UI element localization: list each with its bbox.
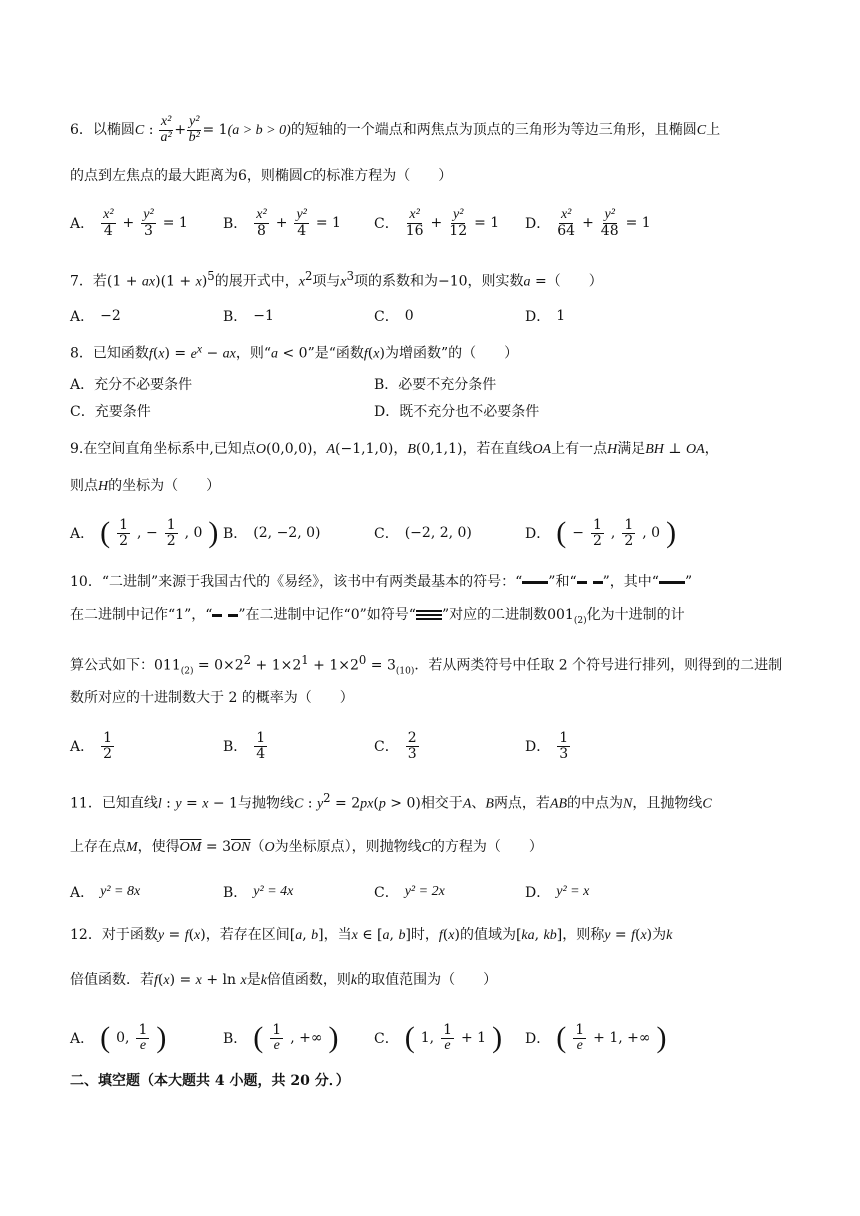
question-11-line-2: 上存在点M，使得$\overline{OM} = 3\overline{ON}(O$为坐标原点），则抛物线C的方程为（ ） (70, 839, 543, 855)
yin-symbol-icon (212, 614, 238, 617)
trigram-symbol-icon (416, 608, 442, 622)
q9-option-c[interactable]: C． (−2, 2, 0) (374, 525, 472, 542)
q6-option-d[interactable]: D． $\frac{\text{x²}}{64}$ + $\frac{\text{y²}}{48}$ = 1 (525, 206, 651, 239)
question-9-line-1: 9.在空间直角坐标系中,已知点O(0,0,0)，A(−1,1,0)，B(0,1,1)，若在直线OA上有一点H满足BH ⊥ OA， (70, 441, 719, 457)
q8-option-a[interactable]: A．充分不必要条件 (70, 377, 193, 393)
question-8-stem: 8．已知函数$f(x) = e^x$ − ax，则“a < 0”是“函数f(x)为增函数”的（ ） (70, 342, 519, 362)
q8-option-d[interactable]: D．既不充分也不必要条件 (374, 404, 540, 420)
question-9-options (70, 513, 792, 553)
q11-option-c[interactable]: C． y² = 2x (374, 884, 445, 901)
q7-option-b[interactable]: B． −1 (223, 308, 274, 325)
q11-option-a[interactable]: A． y² = 8x (70, 884, 141, 901)
q11-option-b[interactable]: B． y² = 4x (223, 884, 294, 901)
q9-option-b[interactable]: B． (2, −2, 0) (223, 525, 321, 542)
yang-symbol-icon (659, 581, 685, 584)
q10-option-d[interactable]: D． $\frac{1}{3}$ (525, 729, 569, 762)
question-7-options (70, 296, 792, 336)
question-11-line-1: 11．已知直线l : y = x − 1与抛物线C : $y^2 = 2px(p > 0)$相交于A、B两点，若AB的中点为N，且抛物线C (70, 791, 712, 812)
section-heading-fill-in: 二、填空题（本大题共 4 小题，共 20 分．） (70, 1073, 350, 1089)
question-8-options-row-2 (70, 403, 792, 425)
q6-option-a[interactable]: A． $\frac{\text{x²}}{4}$ + $\frac{\text{y²}}{3}$ = 1 (70, 206, 188, 239)
question-10-line-2: 在二进制中记作“1”，“ ”在二进制中记作“0”如符号“ ”对应的二进制数$001_{(2)}$化为十进制的计 (70, 607, 685, 626)
yang-symbol-icon (522, 581, 548, 584)
question-6-line-2: 的点到左焦点的最大距离为6，则椭圆C的标准方程为（ ） (70, 168, 453, 184)
question-12-options (70, 1018, 792, 1058)
q12-option-b[interactable]: B． ( $\frac{1}{e}$ , +∞ ) (223, 1021, 339, 1054)
question-6-line-1: 6．以椭圆C : $\frac{\text{x²}}{\text{a²}}$ + $\frac{\text{y²}}{\text{b²}}$ = 1(a > b > 0)的短轴的一个端点和两焦点为顶点的三角形为等边三角形，且椭圆C上 (70, 114, 721, 145)
q12-option-d[interactable]: D． ( $\frac{1}{e}$ + 1, +∞ ) (525, 1021, 667, 1054)
q6-option-b[interactable]: B． $\frac{\text{x²}}{8}$ + $\frac{\text{y²}}{4}$ = 1 (223, 206, 341, 239)
yin-symbol-icon (577, 581, 603, 584)
q9-option-d[interactable]: D． ( − $\frac{1}{2}$ , $\frac{1}{2}$ , 0 ) (525, 516, 677, 549)
q12-option-c[interactable]: C． ( 1, $\frac{1}{e}$ + 1 ) (374, 1021, 503, 1054)
q10-option-c[interactable]: C． $\frac{2}{3}$ (374, 729, 417, 762)
q12-option-a[interactable]: A． ( 0, $\frac{1}{e}$ ) (70, 1021, 167, 1054)
question-8-options-row-1 (70, 376, 792, 398)
question-6-options (70, 203, 792, 243)
q8-option-b[interactable]: B．必要不充分条件 (374, 377, 497, 393)
question-10-options (70, 726, 792, 766)
q7-option-c[interactable]: C． 0 (374, 308, 414, 325)
q6-option-c[interactable]: C． $\frac{\text{x²}}{16}$ + $\frac{\text{y²}}{12}$ = 1 (374, 206, 500, 239)
q9-option-a[interactable]: A． ( $\frac{1}{2}$ , − $\frac{1}{2}$ , 0 ) (70, 516, 219, 549)
question-9-line-2: 则点H的坐标为（ ） (70, 478, 221, 494)
question-10-line-4: 数所对应的十进制数大于 2 的概率为（ ） (70, 690, 354, 706)
question-12-line-2: 倍值函数．若f(x) = x + ln x是k倍值函数，则k的取值范围为（ ） (70, 972, 498, 988)
question-7-stem: 7．若$(1 + ax)(1 + x)^5$的展开式中，$x^2$项与$x^3$项的系数和为−10，则实数a =（ ） (70, 269, 603, 290)
q8-option-c[interactable]: C．充要条件 (70, 404, 151, 420)
question-10-line-1: 10．“二进制”来源于我国古代的《易经》，该书中有两类最基本的符号：“ ”和“ ”，其中“ ” (70, 574, 693, 590)
q10-option-b[interactable]: B． $\frac{1}{4}$ (223, 729, 266, 762)
question-10-line-3: 算公式如下：$011_{(2)} = 0\times 2^2 + 1\times 2^1 + 1\times 2^0 = 3_{(10)}$．若从两类符号中任取 2 个符号进行排列，则得到的二进制 (70, 653, 783, 677)
q7-option-a[interactable]: A． −2 (70, 308, 121, 325)
question-11-options (70, 872, 792, 912)
q7-option-d[interactable]: D． 1 (525, 308, 566, 325)
q11-option-d[interactable]: D． y² = x (525, 884, 590, 901)
q10-option-a[interactable]: A． $\frac{1}{2}$ (70, 729, 113, 762)
question-12-line-1: 12．对于函数y = f(x)，若存在区间[a, b]，当x ∈ [a, b]时，f(x)的值域为[ka, kb]，则称y = f(x)为k (70, 927, 673, 943)
